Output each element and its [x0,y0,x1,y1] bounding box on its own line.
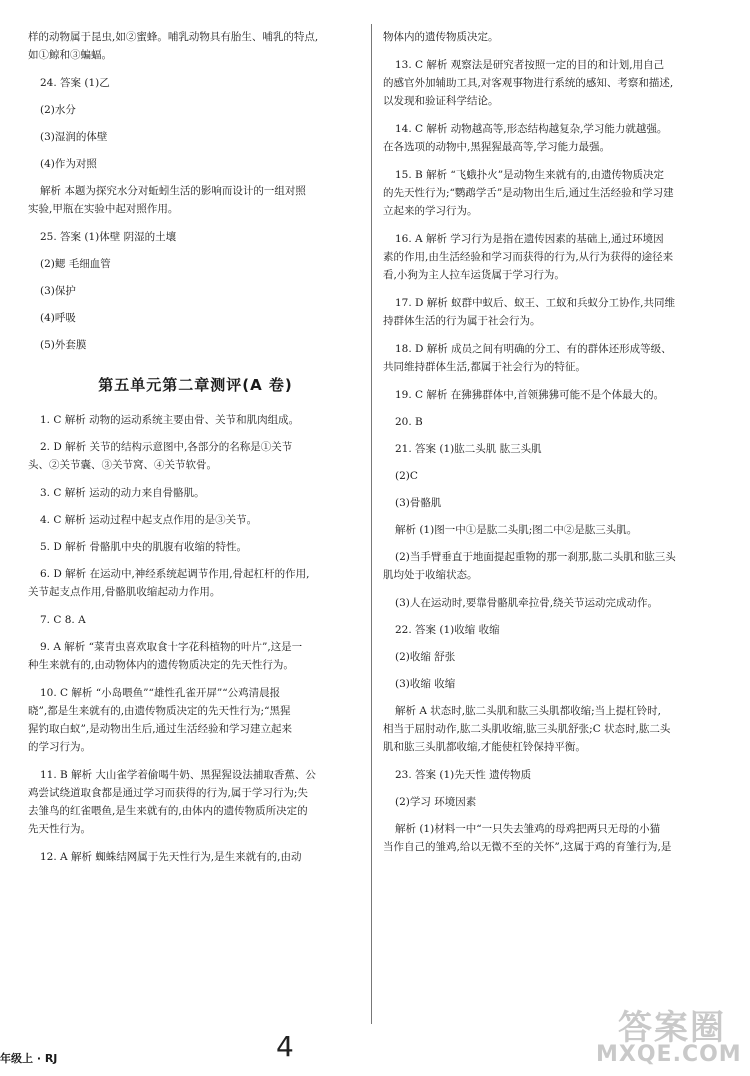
answer-line: 20. B [395,416,423,428]
answer-line: 1. C 解析 动物的运动系统主要由骨、关节和肌肉组成。 [40,414,300,426]
answer-line: 头、②关节囊、③关节窝、④关节软骨。 [28,459,217,471]
answer-line: (2)鳃 毛细血管 [40,258,111,270]
answer-line: 6. D 解析 在运动中,神经系统起调节作用,骨起杠杆的作用, [40,568,310,580]
answer-line: 立起来的学习行为。 [383,205,478,217]
answer-line: 共同维持群体生活,都属于社会行为的特征。 [383,361,586,373]
answer-line: 15. B 解析 “飞蛾扑火”是动物生来就有的,由遗传物质决定 [395,169,664,181]
answer-line: 肌和肱三头肌都收缩,才能使杠铃保持平衡。 [383,741,586,753]
answer-line: (4)呼吸 [40,312,76,324]
answer-line: 11. B 解析 大山雀学着偷喝牛奶、黑猩猩设法捕取香蕉、公 [40,769,316,781]
watermark-logo [590,1000,740,1072]
grade-label: 年级上 · RJ [0,1052,58,1065]
answer-line: 晓”,都是生来就有的,由遗传物质决定的先天性行为;“黑猩 [28,705,291,717]
answer-line: (3)收缩 收缩 [395,678,456,690]
answer-line: 相当于屈肘动作,肱二头肌收缩,肱三头肌舒张;C 状态时,肱二头 [383,723,671,735]
answer-line: 的学习行为。 [28,741,91,753]
answer-line: 先天性行为。 [28,823,91,835]
column-divider [371,24,372,1024]
right-answers [383,30,723,854]
answer-line: 去雏鸟的红雀喂鱼,是生来就有的,由体内的遗传物质所决定的 [28,805,308,817]
answer-line: 解析 (1)图一中①是肱二头肌;图二中②是肱三头肌。 [395,524,638,536]
answer-line: (2)水分 [40,104,76,116]
answer-line: 当作自己的雏鸡,给以无微不至的关怀”,这属于鸡的育雏行为,是 [383,841,672,853]
watermark-text-bottom: MXQE.COM [596,1042,742,1067]
answer-line: 14. C 解析 动物越高等,形态结构越复杂,学习能力就越强。 [395,123,668,135]
page-number: 4 [276,1030,294,1063]
answer-line: 关节起支点作用,骨骼肌收缩起动力作用。 [28,586,221,598]
right-column [383,30,723,858]
answer-line: 5. D 解析 骨骼肌中央的肌腹有收缩的特性。 [40,541,247,553]
answer-line: (5)外套膜 [40,339,87,351]
answer-line: 23. 答案 (1)先天性 遗传物质 [395,769,532,781]
answer-line: (2)收缩 舒张 [395,651,456,663]
answer-line: 16. A 解析 学习行为是指在遗传因素的基础上,通过环境因 [395,233,664,245]
answer-line: (4)作为对照 [40,158,97,170]
answer-line: 25. 答案 (1)体壁 阴湿的土壤 [40,231,177,243]
answer-line: 持群体生活的行为属于社会行为。 [383,315,541,327]
answer-line: 18. D 解析 成员之间有明确的分工、有的群体还形成等级、 [395,343,672,355]
answer-line: 13. C 解析 观察法是研究者按照一定的目的和计划,用自己 [395,59,665,71]
answer-line: 看,小狗为主人拉车运货属于学习行为。 [383,269,565,281]
answer-line: 实验,甲瓶在实验中起对照作用。 [28,203,179,215]
answer-line: 12. A 解析 蜘蛛结网属于先天性行为,是生来就有的,由动 [40,851,302,863]
answer-line: 解析 A 状态时,肱二头肌和肱三头肌都收缩;当上提杠铃时, [395,705,661,717]
left-column [28,30,363,868]
answer-line: 解析 (1)材料一中“一只失去雏鸡的母鸡把两只无母的小猫 [395,823,661,835]
left-answers-chapter-two [28,413,363,864]
answer-line: 以发现和验证科学结论。 [383,95,499,107]
section-heading: 第五单元第二章测评(A 卷) [98,376,293,394]
answer-line: 样的动物属于昆虫,如②蜜蜂。哺乳动物具有胎生、哺乳的特点, [28,31,319,43]
answer-line: 7. C 8. A [40,614,86,626]
answer-line: 22. 答案 (1)收缩 收缩 [395,624,500,636]
answer-line: 9. A 解析 “菜青虫喜欢取食十字花科植物的叶片”,这是一 [40,641,303,653]
answer-line: 17. D 解析 蚁群中蚁后、蚁王、工蚁和兵蚁分工协作,共同维 [395,297,675,309]
answer-line: 19. C 解析 在狒狒群体中,首领狒狒可能不是个体最大的。 [395,389,665,401]
answer-line: (3)湿润的体壁 [40,131,108,143]
answer-line: (2)C [395,470,418,482]
answer-line: 10. C 解析 “小岛喂鱼”“雄性孔雀开屏”“公鸡清晨报 [40,687,281,699]
answer-line: 2. D 解析 关节的结构示意图中,各部分的名称是①关节 [40,441,293,453]
answer-line: 在各选项的动物中,黑猩猩最高等,学习能力最强。 [383,141,611,153]
answer-line: 鸡尝试绕道取食都是通过学习而获得的行为,属于学习行为;失 [28,787,308,799]
answer-line: 4. C 解析 运动过程中起支点作用的是③关节。 [40,514,258,526]
answer-line: 物体内的遗传物质决定。 [383,31,499,43]
answer-line: (3)保护 [40,285,76,297]
answer-line: 如①鲸和③蝙蝠。 [28,49,112,61]
answer-line: 的先天性行为;“鹦鹉学舌”是动物出生后,通过生活经验和学习建 [383,187,674,199]
answer-line: 21. 答案 (1)肱二头肌 肱三头肌 [395,443,542,455]
left-answers-chapter-one [28,30,363,352]
watermark-text-top: 答案圈 [618,1008,726,1048]
answer-line: 猩钓取白蚁”,是动物出生后,通过生活经验和学习建立起来 [28,723,293,735]
answer-line: (2)学习 环境因素 [395,796,477,808]
answer-line: (2)当手臂垂直于地面提起重物的那一刹那,肱二头肌和肱三头 [395,551,676,563]
answer-line: 素的作用,由生活经验和学习而获得的行为,从行为获得的途径来 [383,251,674,263]
answer-line: 24. 答案 (1)乙 [40,77,110,89]
answer-line: 的感官外加辅助工具,对客观事物进行系统的感知、考察和描述, [383,77,674,89]
answer-line: (3)人在运动时,要靠骨骼肌牵拉骨,绕关节运动完成动作。 [395,597,659,609]
answer-line: 解析 本题为探究水分对蚯蚓生活的影响而设计的一组对照 [40,185,306,197]
answer-line: 种生来就有的,由动物体内的遗传物质决定的先天性行为。 [28,659,294,671]
answer-line: 3. C 解析 运动的动力来自骨骼肌。 [40,487,205,499]
answer-line: 肌均处于收缩状态。 [383,569,478,581]
answer-line: (3)骨骼肌 [395,497,442,509]
